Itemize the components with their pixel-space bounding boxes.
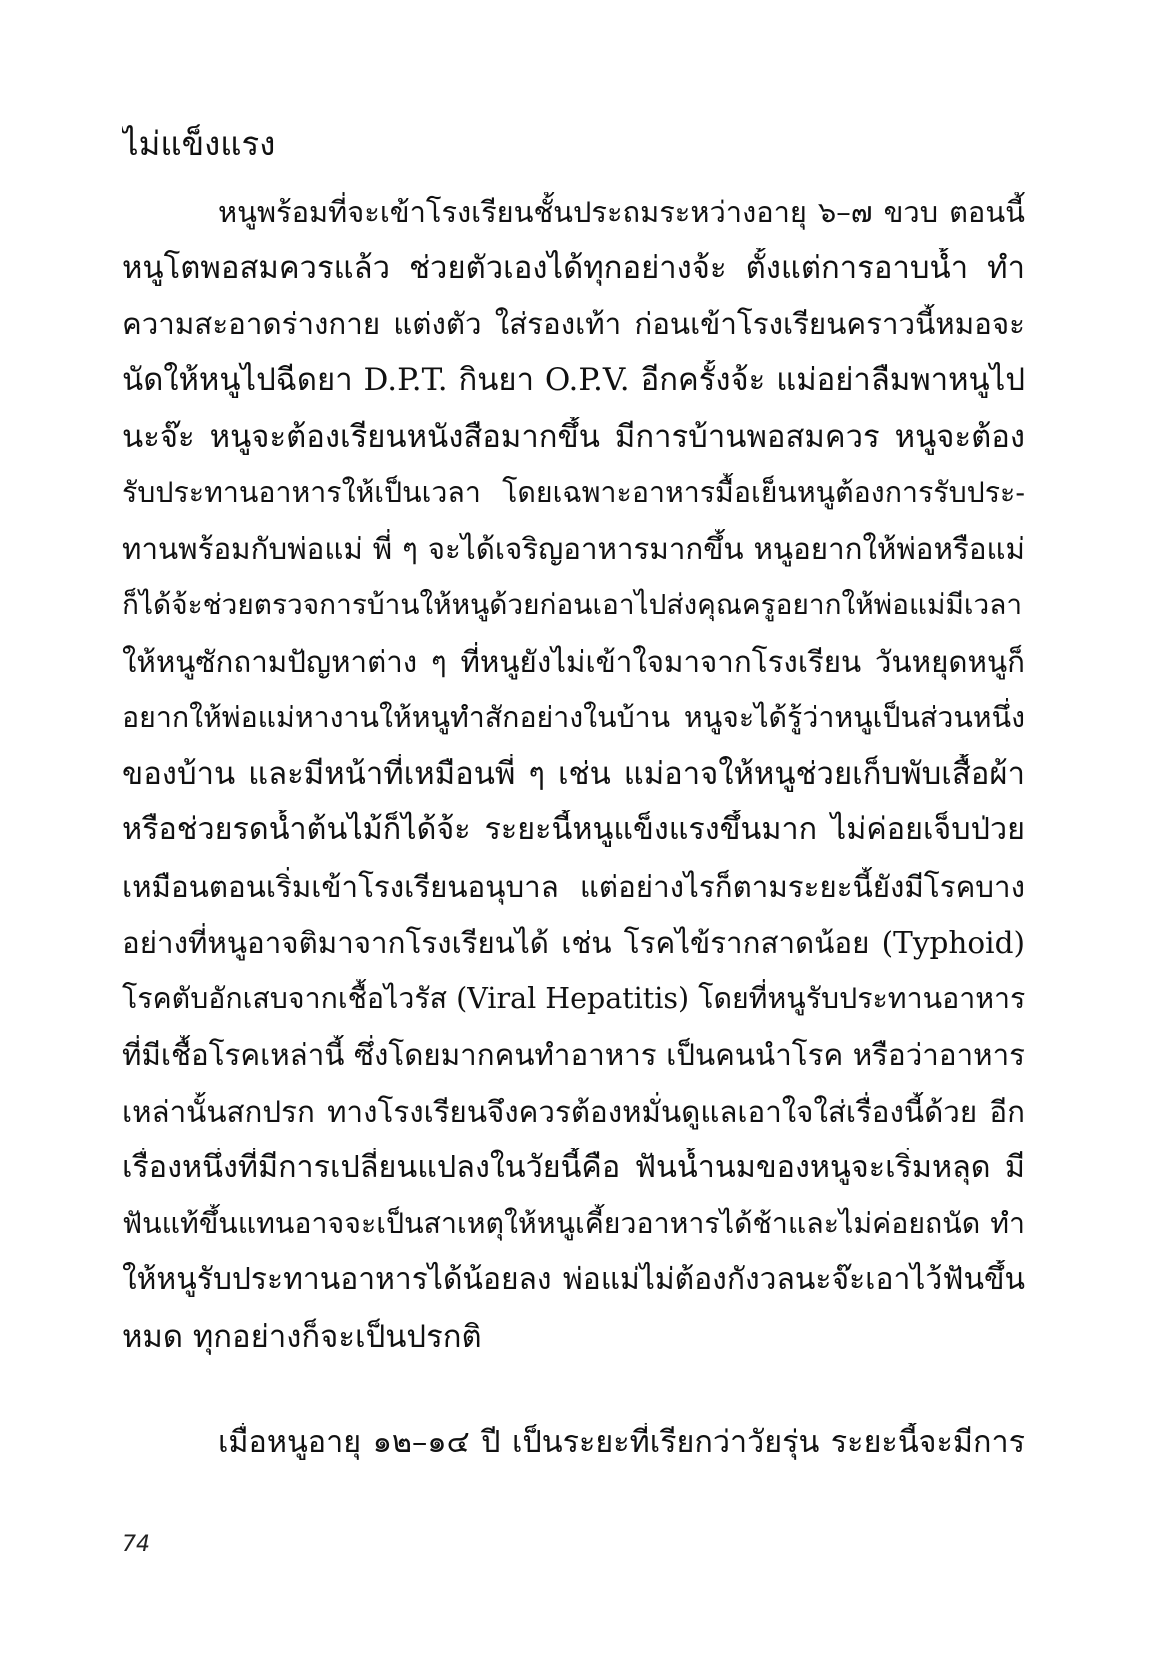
paragraph-line: โรคตับอักเสบจากเชื้อไวรัส (Viral Hepatitis) โดยที่หนูรับประทานอาหาร — [122, 982, 1025, 1015]
paragraph-line: อย่างที่หนูอาจติมาจากโรงเรียนได้ เช่น โรคไข้รากสาดน้อย (Typhoid) — [122, 926, 1025, 960]
paragraph-line: ทานพร้อมกับพ่อแม่ พี่ ๆ จะได้เจริญอาหารมากขึ้น หนูอยากให้พ่อหรือแม่ — [122, 532, 1025, 566]
paragraph-line: อยากให้พ่อแม่หางานให้หนูทำสักอย่างในบ้าน หนูจะได้รู้ว่าหนูเป็นส่วนหนึ่ง — [122, 701, 1025, 734]
paragraph-line: นัดให้หนูไปฉีดยา D.P.T. กินยา O.P.V. อีกครั้งจ้ะ แม่อย่าลืมพาหนูไป — [122, 362, 1025, 398]
paragraph-line: ก็ได้จ้ะช่วยตรวจการบ้านให้หนูด้วยก่อนเอาไปส่งคุณครูอยากให้พ่อแม่มีเวลา — [122, 588, 1023, 621]
paragraph-line: หมด ทุกอย่างก็จะเป็นปรกติ — [122, 1319, 482, 1355]
paragraph-line: เมื่อหนูอายุ ๑๒–๑๔ ปี เป็นระยะที่เรียกว่าวัยรุ่น ระยะนี้จะมีการ — [218, 1425, 1025, 1460]
paragraph-line: ฟันแท้ขึ้นแทนอาจจะเป็นสาเหตุให้หนูเคี้ยวอาหารได้ช้าและไม่ค่อยถนัด ทำ — [122, 1207, 1025, 1240]
page-number: 74 — [122, 1532, 150, 1557]
paragraph-line: เหล่านั้นสกปรก ทางโรงเรียนจึงควรต้องหมั่นดูแลเอาใจใส่เรื่องนี้ด้วย อีก — [122, 1095, 1025, 1129]
paragraph-line: เหมือนตอนเริ่มเข้าโรงเรียนอนุบาล แต่อย่างไรก็ตามระยะนี้ยังมีโรคบาง — [122, 870, 1025, 904]
paragraph-line: หรือช่วยรดน้ำต้นไม้ก็ได้จ้ะ ระยะนี้หนูแข็งแรงขึ้นมาก ไม่ค่อยเจ็บป่วย — [122, 812, 1025, 847]
paragraph-line: ให้หนูรับประทานอาหารได้น้อยลง พ่อแม่ไม่ต้องกังวลนะจ๊ะเอาไว้ฟันขึ้น — [122, 1262, 1025, 1297]
paragraph-line: นะจ๊ะ หนูจะต้องเรียนหนังสือมากขึ้น มีการบ้านพอสมควร หนูจะต้อง — [122, 419, 1025, 455]
paragraph-line: รับประทานอาหารให้เป็นเวลา โดยเฉพาะอาหารมื้อเย็นหนูต้องการรับประ- — [122, 476, 1025, 509]
paragraph-line: หนูพร้อมที่จะเข้าโรงเรียนชั้นประถมระหว่างอายุ ๖–๗ ขวบ ตอนนี้ — [218, 195, 1025, 229]
paragraph-line: ให้หนูซักถามปัญหาต่าง ๆ ที่หนูยังไม่เข้าใจมาจากโรงเรียน วันหยุดหนูก็ — [122, 645, 1025, 679]
paragraph-line: เรื่องหนึ่งที่มีการเปลี่ยนแปลงในวัยนี้คือ ฟันน้ำนมของหนูจะเริ่มหลุด มี — [122, 1150, 1025, 1185]
paragraph-line: หนูโตพอสมควรแล้ว ช่วยตัวเองได้ทุกอย่างจ้ะ ตั้งแต่การอาบน้ำ ทำ — [122, 250, 1025, 286]
paragraph-line: ที่มีเชื้อโรคเหล่านี้ ซึ่งโดยมากคนทำอาหาร เป็นคนนำโรค หรือว่าอาหาร — [122, 1038, 1025, 1072]
heading-line: ไม่แข็งแรง — [122, 124, 276, 163]
paragraph-line: ความสะอาดร่างกาย แต่งตัว ใส่รองเท้า ก่อนเข้าโรงเรียนคราวนี้หมอจะ — [122, 307, 1025, 341]
paragraph-line: ของบ้าน และมีหน้าที่เหมือนพี่ ๆ เช่น แม่อาจให้หนูช่วยเก็บพับเสื้อผ้า — [122, 756, 1025, 792]
